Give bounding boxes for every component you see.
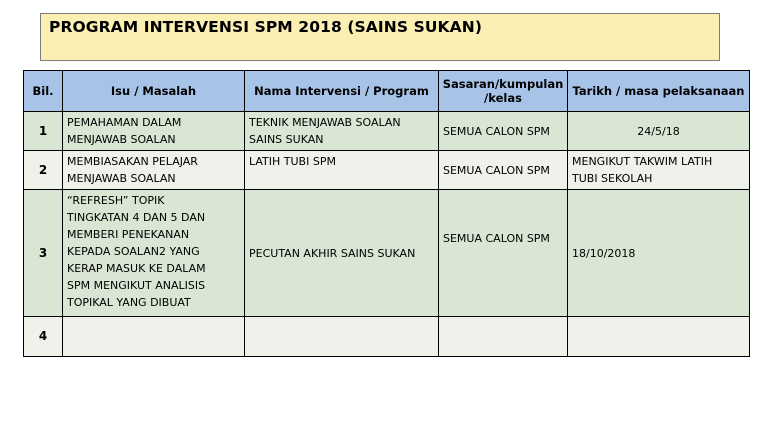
cell-isu: “REFRESH” TOPIK TINGKATAN 4 DAN 5 DAN MEMBERI PENEKANAN KEPADA SOALAN2 YANG KERAP MASUK KE DALAM SPM MENGIKUT ANALISIS TOPIKAL YANG DIBUAT [63,190,245,317]
cell-sasaran [439,317,568,357]
intervention-table [23,70,750,357]
title-box [40,13,720,61]
table-header-row [24,71,750,112]
cell-program: PECUTAN AKHIR SAINS SUKAN [245,190,439,317]
header-program: Nama Intervensi / Program [245,71,439,112]
header-tarikh: Tarikh / masa pelaksanaan [568,71,750,112]
table-row [24,151,750,190]
cell-sasaran: SEMUA CALON SPM [439,112,568,151]
cell-isu: PEMAHAMAN DALAM MENJAWAB SOALAN [63,112,245,151]
table-row [24,317,750,357]
cell-tarikh: MENGIKUT TAKWIM LATIH TUBI SEKOLAH [568,151,750,190]
cell-sasaran: SEMUA CALON SPM [439,151,568,190]
header-isu: Isu / Masalah [63,71,245,112]
header-sasaran: Sasaran/kumpulan /kelas [439,71,568,112]
cell-isu [63,317,245,357]
cell-bil: 3 [24,190,63,317]
cell-isu: MEMBIASAKAN PELAJAR MENJAWAB SOALAN [63,151,245,190]
cell-tarikh: 18/10/2018 [568,190,750,317]
cell-bil: 4 [24,317,63,357]
cell-program [245,317,439,357]
cell-tarikh [568,317,750,357]
cell-sasaran: SEMUA CALON SPM [439,190,568,317]
cell-bil: 1 [24,112,63,151]
table-row [24,190,750,317]
cell-program: TEKNIK MENJAWAB SOALAN SAINS SUKAN [245,112,439,151]
cell-tarikh: 24/5/18 [568,112,750,151]
header-bil: Bil. [24,71,63,112]
table-row [24,112,750,151]
cell-bil: 2 [24,151,63,190]
page-title: PROGRAM INTERVENSI SPM 2018 (SAINS SUKAN) [49,18,482,36]
cell-program: LATIH TUBI SPM [245,151,439,190]
